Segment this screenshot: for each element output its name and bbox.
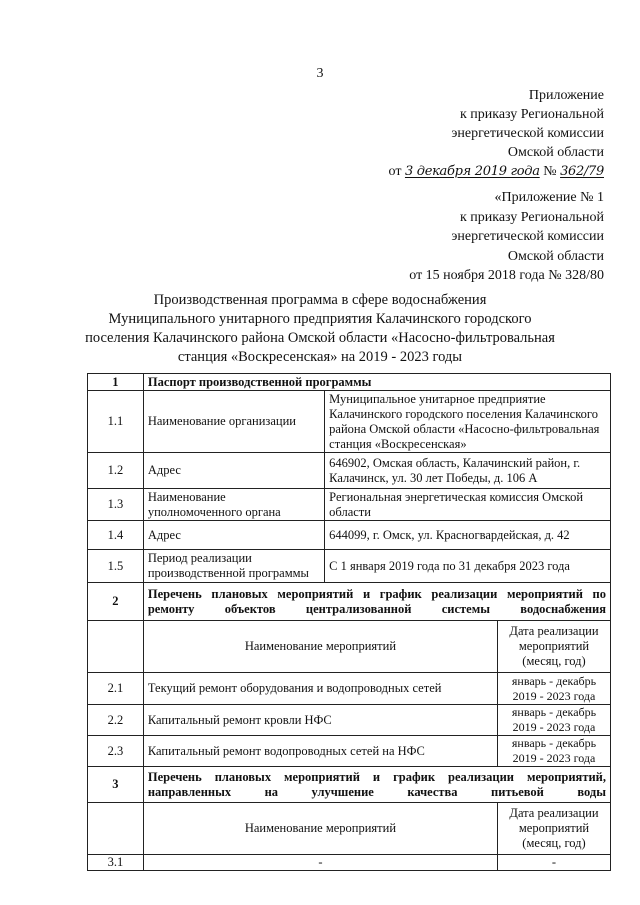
row-value: Региональная энергетическая комиссия Омской области [325, 489, 611, 521]
annex-header-line: Приложение [528, 88, 604, 103]
table-row [88, 521, 611, 550]
document-title [80, 291, 560, 367]
annex-quote-line: к приказу Региональной [459, 209, 604, 225]
section-title: Перечень плановых мероприятий и график реализации мероприятий по ремонту объектов централизованной системы водоснабжения [143, 583, 610, 621]
row-date: январь - декабрь 2019 - 2023 года [497, 705, 610, 736]
row-value: Муниципальное унитарное предприятие Калачинского городского поселения Калачинского района Омской области «Насосно-фильтровальная станция «Воскресенская» [325, 391, 611, 453]
handwritten-date: 3 декабря 2019 года [404, 164, 540, 179]
section-number: 3 [88, 767, 144, 803]
section-header-row [88, 374, 611, 391]
empty-cell [88, 621, 144, 673]
section-title: Паспорт производственной программы [143, 374, 610, 391]
section-number: 2 [88, 583, 144, 621]
row-date: январь - декабрь 2019 - 2023 года [497, 736, 610, 767]
annex-header-line: Омской области [507, 145, 604, 160]
table-row [88, 673, 611, 705]
row-value: 646902, Омская область, Калачинский район, г. Калачинск, ул. 30 лет Победы, д. 106 А [325, 453, 611, 489]
row-number: 1.1 [88, 391, 144, 453]
sign-prefix: от [388, 164, 402, 179]
order-sign-line [389, 162, 604, 181]
annex-header-line: энергетической комиссии [451, 126, 604, 141]
row-event: Капитальный ремонт кровли НФС [143, 705, 497, 736]
table-row [88, 453, 611, 489]
row-date: - [497, 855, 610, 871]
table-row [88, 705, 611, 736]
annex-quote-line: Омской области [507, 248, 604, 264]
annex-quote-line: «Приложение № 1 [494, 190, 604, 205]
column-header-row [88, 621, 611, 673]
annex-header [389, 86, 604, 181]
table-row [88, 855, 611, 871]
column-header-event: Наименование мероприятий [143, 803, 497, 855]
handwritten-number: 362/79 [560, 164, 604, 179]
row-value: 644099, г. Омск, ул. Красногвардейская, д. 42 [325, 521, 611, 550]
program-table [87, 373, 611, 871]
empty-cell [88, 803, 144, 855]
sign-number-label: № [543, 164, 557, 179]
row-number: 2.3 [88, 736, 144, 767]
column-header-date: Дата реализации мероприятий (месяц, год) [497, 803, 610, 855]
page-number: 3 [316, 66, 324, 81]
row-label: Наименование организации [143, 391, 324, 453]
title-line: Производственная программа в сфере водоснабжения [153, 292, 487, 308]
annex-header-line: к приказу Региональной [459, 107, 604, 122]
row-label: Адрес [143, 521, 324, 550]
section-title: Перечень плановых мероприятий и график реализации мероприятий, направленных на улучшение качества питьевой воды [143, 767, 610, 803]
row-event: Текущий ремонт оборудования и водопроводных сетей [143, 673, 497, 705]
row-number: 1.2 [88, 453, 144, 489]
annex-quote-line: энергетической комиссии [451, 229, 604, 244]
section-header-row [88, 767, 611, 803]
row-number: 3.1 [88, 855, 144, 871]
table-row [88, 736, 611, 767]
annex-quote [409, 188, 604, 286]
row-label: Период реализации производственной программы [143, 550, 324, 583]
column-header-row [88, 803, 611, 855]
column-header-event: Наименование мероприятий [143, 621, 497, 673]
table-row [88, 489, 611, 521]
table-row [88, 391, 611, 453]
row-number: 2.2 [88, 705, 144, 736]
row-number: 1.5 [88, 550, 144, 583]
row-number: 2.1 [88, 673, 144, 705]
section-header-row [88, 583, 611, 621]
row-label: Наименование уполномоченного органа [143, 489, 324, 521]
row-event: - [143, 855, 497, 871]
row-value: С 1 января 2019 года по 31 декабря 2023 года [325, 550, 611, 583]
row-event: Капитальный ремонт водопроводных сетей на НФС [143, 736, 497, 767]
row-number: 1.4 [88, 521, 144, 550]
row-number: 1.3 [88, 489, 144, 521]
title-line: станция «Воскресенская» на 2019 - 2023 годы [177, 349, 463, 365]
row-label: Адрес [143, 453, 324, 489]
title-line: поселения Калачинского района Омской области «Насосно-фильтровальная [85, 330, 555, 346]
column-header-date: Дата реализации мероприятий (месяц, год) [497, 621, 610, 673]
table-row [88, 550, 611, 583]
row-date: январь - декабрь 2019 - 2023 года [497, 673, 610, 705]
title-line: Муниципального унитарного предприятия Калачинского городского [108, 311, 532, 327]
section-number: 1 [88, 374, 144, 391]
annex-quote-line: от 15 ноября 2018 года № 328/80 [409, 268, 604, 283]
